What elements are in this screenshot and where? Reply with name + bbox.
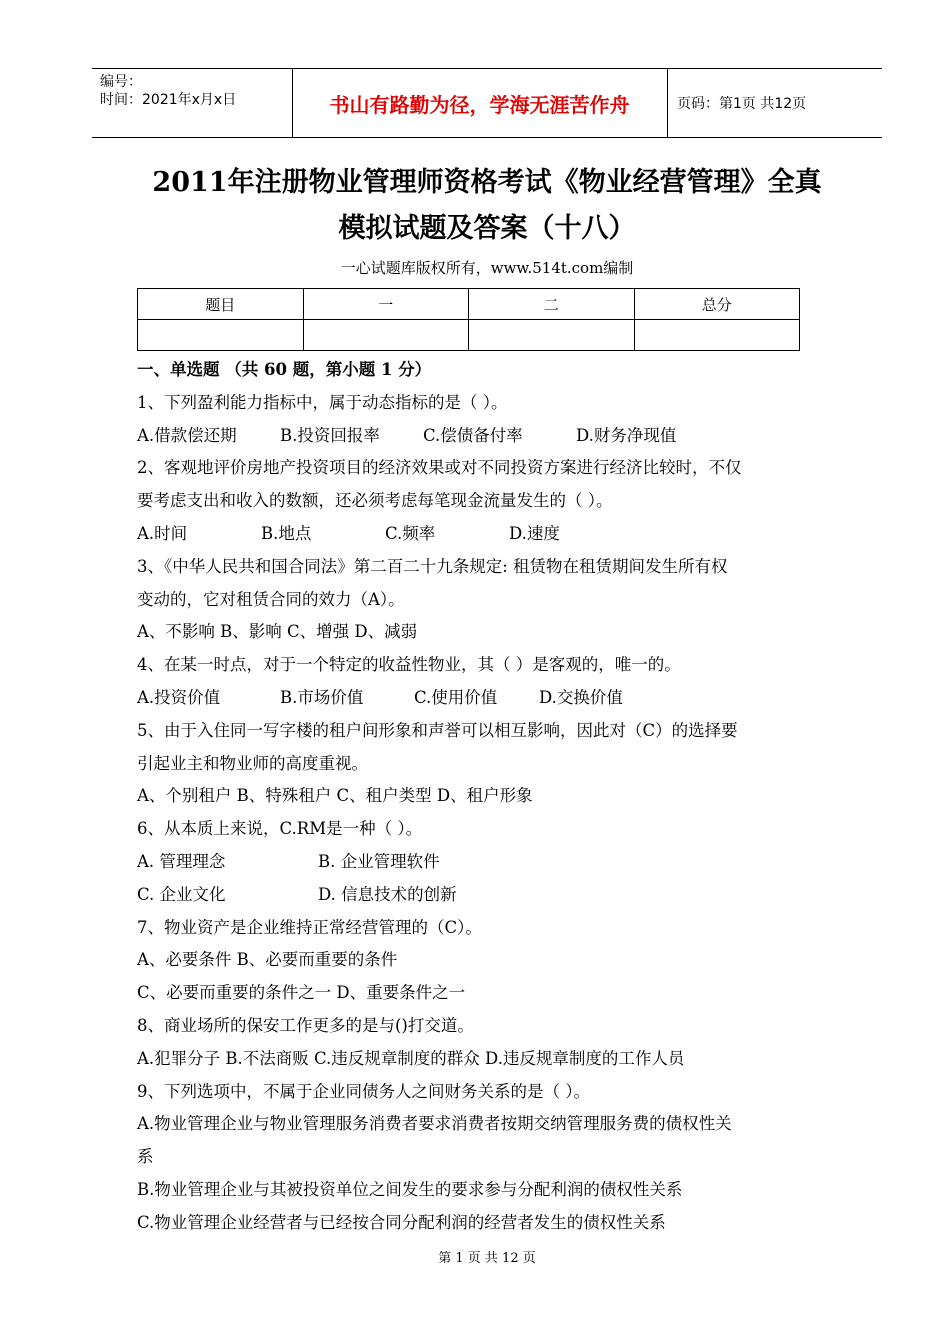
score-table-header-row [138,289,800,320]
question-7-options-row-2: C、必要而重要的条件之一 D、重要条件之一 [137,983,466,1003]
score-value-cell [469,320,635,351]
question-9-option-a-line-1: A.物业管理企业与物业管理服务消费者要求消费者按期交纳管理服务费的债权性关 [137,1114,732,1134]
score-header-cell: 一 [303,289,469,320]
question-6-options-row-1 [137,846,842,879]
question-7: 7、物业资产是企业维持正常经营管理的（C）。 [137,917,482,937]
question-3-line-2: 变动的，它对租赁合同的效力（A）。 [137,589,405,609]
document-header [92,68,882,138]
question-3-line-1: 3、《中华人民共和国合同法》第二百二十九条规定: 租赁物在租赁期间发生所有权 [137,556,728,576]
page-footer: 第 1 页 共 12 页 [438,1251,536,1266]
header-page-info: 页码：第1页 共12页 [677,96,807,112]
option: C.使用价值 [414,687,498,707]
question-7-options-row-1: A、必要条件 B、必要而重要的条件 [137,950,398,970]
question-6: 6、从本质上来说，C.RM是一种（ ）。 [137,819,423,839]
option: A.借款偿还期 [137,425,237,445]
header-motto: 书山有路勤为径，学海无涯苦作舟 [329,92,630,117]
score-header-cell: 题目 [138,289,304,320]
option: B.地点 [261,523,312,543]
score-table [137,288,800,351]
option: D.交换价值 [539,687,623,707]
question-5-options: A、个别租户 B、特殊租户 C、租户类型 D、租户形象 [137,786,533,806]
question-9: 9、下列选项中，不属于企业同债务人之间财务关系的是（ ）。 [137,1081,590,1101]
option: B.市场价值 [280,687,364,707]
option: C. 企业文化 [137,884,226,904]
question-4-options [137,682,842,715]
question-1: 1、下列盈利能力指标中，属于动态指标的是（ ）。 [137,392,508,412]
question-9-option-a-line-2: 系 [137,1147,154,1167]
number-label: 编号： [100,74,142,90]
document-title-line-2: 模拟试题及答案（十八） [338,213,636,244]
score-value-cell [634,320,800,351]
score-header-cell: 总分 [634,289,800,320]
question-5-line-2: 引起业主和物业师的高度重视。 [137,753,368,773]
score-value-cell [138,320,304,351]
question-2-line-2: 要考虑支出和收入的数额，还必须考虑每笔现金流量发生的（ ）。 [137,491,613,511]
score-header-cell: 二 [469,289,635,320]
question-2-line-1: 2、客观地评价房地产投资项目的经济效果或对不同投资方案进行经济比较时，不仅 [137,458,742,478]
option: A.投资价值 [137,687,221,707]
section-heading: 一、单选题 （共 60 题，第小题 1 分） [137,360,432,379]
option: B.投资回报率 [280,425,380,445]
question-list [137,354,842,1240]
question-6-options-row-2 [137,879,842,912]
document-title-line-1: 2011年注册物业管理师资格考试《物业经营管理》全真 [152,167,822,198]
time-label: 时间：2021年x月x日 [100,92,237,108]
header-divider [667,69,668,137]
option: A. 管理理念 [137,851,226,871]
question-1-options [137,420,842,453]
score-table-value-row [138,320,800,351]
question-8: 8、商业场所的保安工作更多的是与()打交道。 [137,1015,474,1035]
question-3-options: A、不影响 B、影响 C、增强 D、减弱 [137,622,418,642]
option: C.频率 [385,523,436,543]
option: A.时间 [137,523,188,543]
document-subtitle: 一心试题库版权所有，www.514t.com编制 [340,259,634,277]
option: C.偿债备付率 [423,425,523,445]
option: D. 信息技术的创新 [318,884,457,904]
question-9-option-b: B.物业管理企业与其被投资单位之间发生的要求参与分配利润的债权性关系 [137,1179,683,1199]
question-5-line-1: 5、由于入住同一写字楼的租户间形象和声誉可以相互影响，因此对（C）的选择要 [137,720,738,740]
question-8-options: A.犯罪分子 B.不法商贩 C.违反规章制度的群众 D.违反规章制度的工作人员 [137,1048,685,1068]
header-meta [100,73,290,109]
question-2-options [137,518,842,551]
option: B. 企业管理软件 [318,851,440,871]
question-9-option-c: C.物业管理企业经营者与已经按合同分配利润的经营者发生的债权性关系 [137,1212,666,1232]
score-value-cell [303,320,469,351]
question-4: 4、在某一时点，对于一个特定的收益性物业，其（ ）是客观的，唯一的。 [137,655,681,675]
option: D.速度 [509,523,560,543]
option: D.财务净现值 [576,425,677,445]
